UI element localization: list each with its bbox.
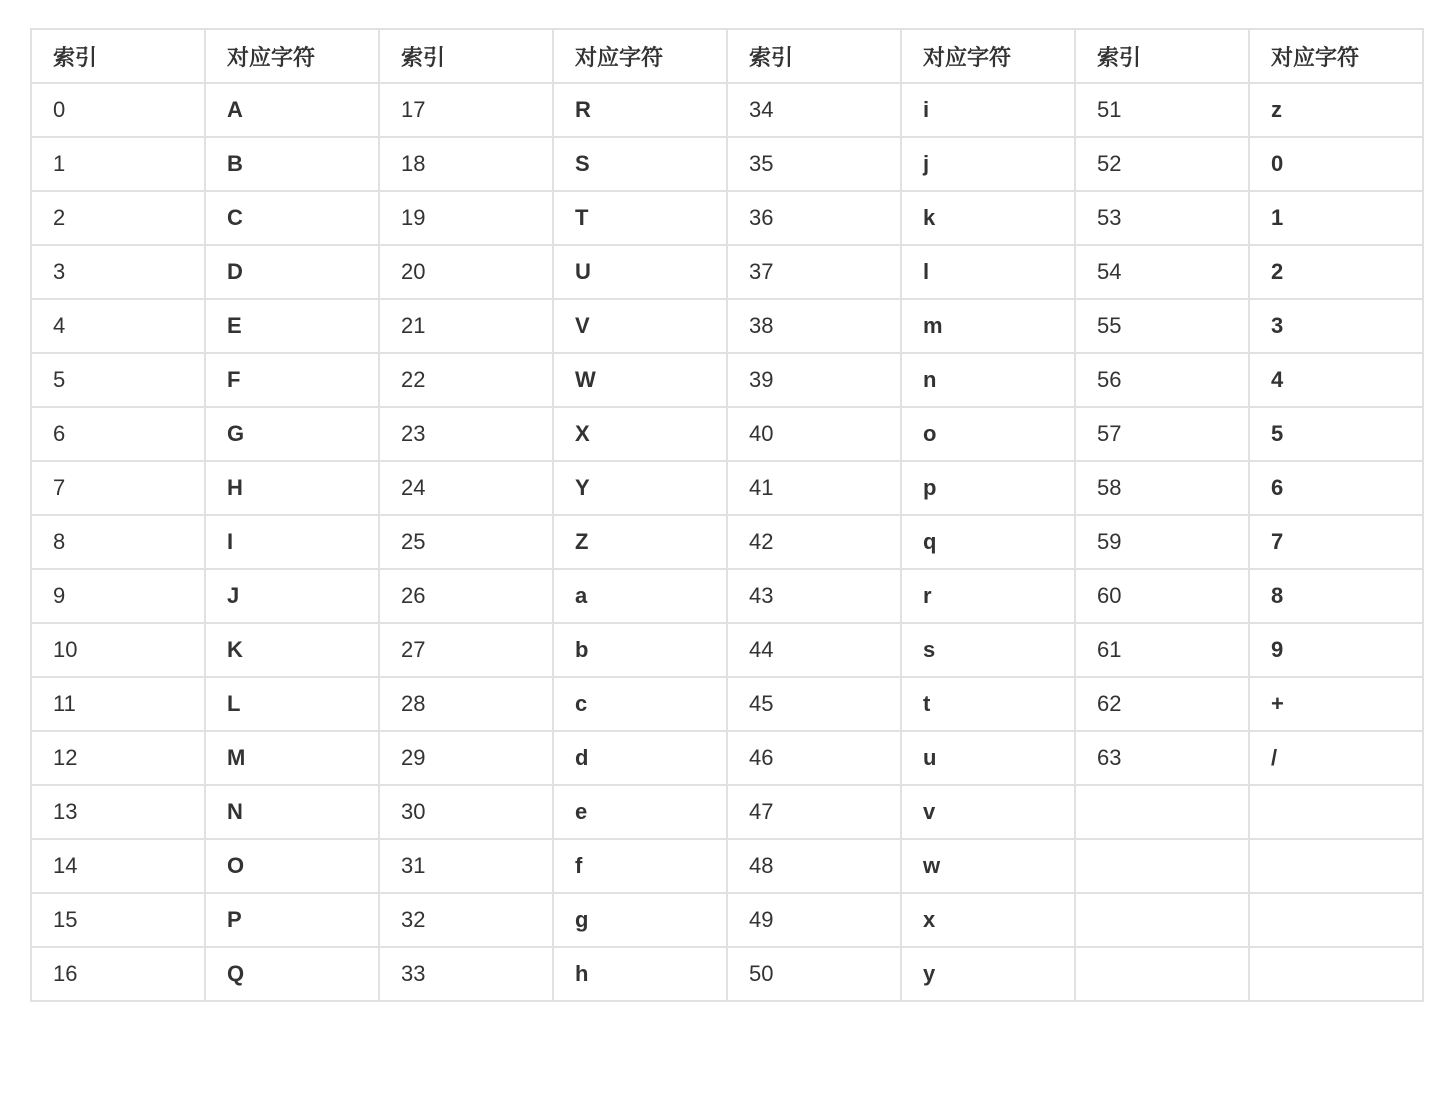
- header-index: 索引: [1075, 29, 1249, 83]
- char-cell: a: [553, 569, 727, 623]
- index-cell: 31: [379, 839, 553, 893]
- index-cell: 6: [31, 407, 205, 461]
- char-cell: A: [205, 83, 379, 137]
- char-cell: q: [901, 515, 1075, 569]
- index-cell: 51: [1075, 83, 1249, 137]
- header-char: 对应字符: [901, 29, 1075, 83]
- char-cell: o: [901, 407, 1075, 461]
- char-cell: w: [901, 839, 1075, 893]
- index-cell: 29: [379, 731, 553, 785]
- char-cell: 5: [1249, 407, 1423, 461]
- char-cell: J: [205, 569, 379, 623]
- char-cell: H: [205, 461, 379, 515]
- char-cell: m: [901, 299, 1075, 353]
- header-char: 对应字符: [205, 29, 379, 83]
- char-cell: Q: [205, 947, 379, 1001]
- char-cell: 7: [1249, 515, 1423, 569]
- index-cell: 19: [379, 191, 553, 245]
- table-body: [31, 83, 1423, 1001]
- table-row: [31, 515, 1423, 569]
- char-cell: I: [205, 515, 379, 569]
- table-row: [31, 947, 1423, 1001]
- index-cell: 41: [727, 461, 901, 515]
- char-cell: O: [205, 839, 379, 893]
- char-cell: l: [901, 245, 1075, 299]
- char-cell: 9: [1249, 623, 1423, 677]
- index-cell: 55: [1075, 299, 1249, 353]
- index-cell: 8: [31, 515, 205, 569]
- char-cell: M: [205, 731, 379, 785]
- index-cell: 32: [379, 893, 553, 947]
- base64-index-table-container: [30, 28, 1424, 1002]
- char-cell: X: [553, 407, 727, 461]
- index-cell: 4: [31, 299, 205, 353]
- index-cell: 39: [727, 353, 901, 407]
- index-cell: 63: [1075, 731, 1249, 785]
- table-header: [31, 29, 1423, 83]
- index-cell: 25: [379, 515, 553, 569]
- index-cell: 16: [31, 947, 205, 1001]
- index-cell: 18: [379, 137, 553, 191]
- char-cell: [1249, 893, 1423, 947]
- index-cell: 54: [1075, 245, 1249, 299]
- index-cell: 40: [727, 407, 901, 461]
- char-cell: V: [553, 299, 727, 353]
- table-row: [31, 677, 1423, 731]
- char-cell: T: [553, 191, 727, 245]
- index-cell: 12: [31, 731, 205, 785]
- index-cell: 56: [1075, 353, 1249, 407]
- char-cell: g: [553, 893, 727, 947]
- char-cell: W: [553, 353, 727, 407]
- header-row: [31, 29, 1423, 83]
- index-cell: [1075, 947, 1249, 1001]
- header-index: 索引: [379, 29, 553, 83]
- index-cell: 42: [727, 515, 901, 569]
- index-cell: 17: [379, 83, 553, 137]
- index-cell: [1075, 785, 1249, 839]
- char-cell: E: [205, 299, 379, 353]
- index-cell: 14: [31, 839, 205, 893]
- char-cell: K: [205, 623, 379, 677]
- index-cell: 47: [727, 785, 901, 839]
- index-cell: 33: [379, 947, 553, 1001]
- char-cell: c: [553, 677, 727, 731]
- index-cell: 11: [31, 677, 205, 731]
- char-cell: +: [1249, 677, 1423, 731]
- char-cell: N: [205, 785, 379, 839]
- index-cell: 44: [727, 623, 901, 677]
- char-cell: 1: [1249, 191, 1423, 245]
- char-cell: 3: [1249, 299, 1423, 353]
- char-cell: f: [553, 839, 727, 893]
- table-row: [31, 731, 1423, 785]
- index-cell: 45: [727, 677, 901, 731]
- index-cell: 50: [727, 947, 901, 1001]
- char-cell: p: [901, 461, 1075, 515]
- index-cell: 49: [727, 893, 901, 947]
- index-cell: 37: [727, 245, 901, 299]
- char-cell: y: [901, 947, 1075, 1001]
- char-cell: 4: [1249, 353, 1423, 407]
- char-cell: G: [205, 407, 379, 461]
- table-row: [31, 407, 1423, 461]
- index-cell: 3: [31, 245, 205, 299]
- char-cell: t: [901, 677, 1075, 731]
- char-cell: F: [205, 353, 379, 407]
- char-cell: /: [1249, 731, 1423, 785]
- index-cell: 10: [31, 623, 205, 677]
- char-cell: d: [553, 731, 727, 785]
- index-cell: 1: [31, 137, 205, 191]
- char-cell: D: [205, 245, 379, 299]
- index-cell: 7: [31, 461, 205, 515]
- char-cell: 2: [1249, 245, 1423, 299]
- char-cell: e: [553, 785, 727, 839]
- char-cell: [1249, 839, 1423, 893]
- char-cell: 8: [1249, 569, 1423, 623]
- char-cell: Z: [553, 515, 727, 569]
- char-cell: [1249, 947, 1423, 1001]
- header-char: 对应字符: [1249, 29, 1423, 83]
- char-cell: R: [553, 83, 727, 137]
- index-cell: 53: [1075, 191, 1249, 245]
- char-cell: x: [901, 893, 1075, 947]
- index-cell: 24: [379, 461, 553, 515]
- char-cell: k: [901, 191, 1075, 245]
- index-cell: 58: [1075, 461, 1249, 515]
- table-row: [31, 245, 1423, 299]
- base64-index-table: [30, 28, 1424, 1002]
- char-cell: h: [553, 947, 727, 1001]
- table-row: [31, 299, 1423, 353]
- index-cell: 23: [379, 407, 553, 461]
- char-cell: r: [901, 569, 1075, 623]
- index-cell: 5: [31, 353, 205, 407]
- char-cell: U: [553, 245, 727, 299]
- index-cell: 52: [1075, 137, 1249, 191]
- char-cell: s: [901, 623, 1075, 677]
- index-cell: 27: [379, 623, 553, 677]
- char-cell: j: [901, 137, 1075, 191]
- table-row: [31, 83, 1423, 137]
- char-cell: 6: [1249, 461, 1423, 515]
- index-cell: 22: [379, 353, 553, 407]
- table-row: [31, 461, 1423, 515]
- index-cell: 2: [31, 191, 205, 245]
- index-cell: [1075, 893, 1249, 947]
- table-row: [31, 785, 1423, 839]
- char-cell: n: [901, 353, 1075, 407]
- index-cell: 48: [727, 839, 901, 893]
- table-row: [31, 839, 1423, 893]
- index-cell: 34: [727, 83, 901, 137]
- index-cell: 60: [1075, 569, 1249, 623]
- char-cell: u: [901, 731, 1075, 785]
- index-cell: 35: [727, 137, 901, 191]
- table-row: [31, 569, 1423, 623]
- char-cell: v: [901, 785, 1075, 839]
- char-cell: P: [205, 893, 379, 947]
- index-cell: 46: [727, 731, 901, 785]
- char-cell: C: [205, 191, 379, 245]
- index-cell: 0: [31, 83, 205, 137]
- index-cell: 59: [1075, 515, 1249, 569]
- char-cell: [1249, 785, 1423, 839]
- index-cell: 38: [727, 299, 901, 353]
- index-cell: 62: [1075, 677, 1249, 731]
- char-cell: b: [553, 623, 727, 677]
- index-cell: 28: [379, 677, 553, 731]
- index-cell: 9: [31, 569, 205, 623]
- table-row: [31, 353, 1423, 407]
- index-cell: 20: [379, 245, 553, 299]
- header-char: 对应字符: [553, 29, 727, 83]
- table-row: [31, 893, 1423, 947]
- index-cell: 21: [379, 299, 553, 353]
- index-cell: 61: [1075, 623, 1249, 677]
- char-cell: z: [1249, 83, 1423, 137]
- index-cell: 26: [379, 569, 553, 623]
- index-cell: 15: [31, 893, 205, 947]
- table-row: [31, 191, 1423, 245]
- index-cell: 36: [727, 191, 901, 245]
- table-row: [31, 137, 1423, 191]
- index-cell: 43: [727, 569, 901, 623]
- index-cell: 30: [379, 785, 553, 839]
- index-cell: 13: [31, 785, 205, 839]
- table-row: [31, 623, 1423, 677]
- char-cell: S: [553, 137, 727, 191]
- header-index: 索引: [727, 29, 901, 83]
- char-cell: 0: [1249, 137, 1423, 191]
- header-index: 索引: [31, 29, 205, 83]
- char-cell: L: [205, 677, 379, 731]
- char-cell: B: [205, 137, 379, 191]
- char-cell: Y: [553, 461, 727, 515]
- char-cell: i: [901, 83, 1075, 137]
- index-cell: [1075, 839, 1249, 893]
- index-cell: 57: [1075, 407, 1249, 461]
